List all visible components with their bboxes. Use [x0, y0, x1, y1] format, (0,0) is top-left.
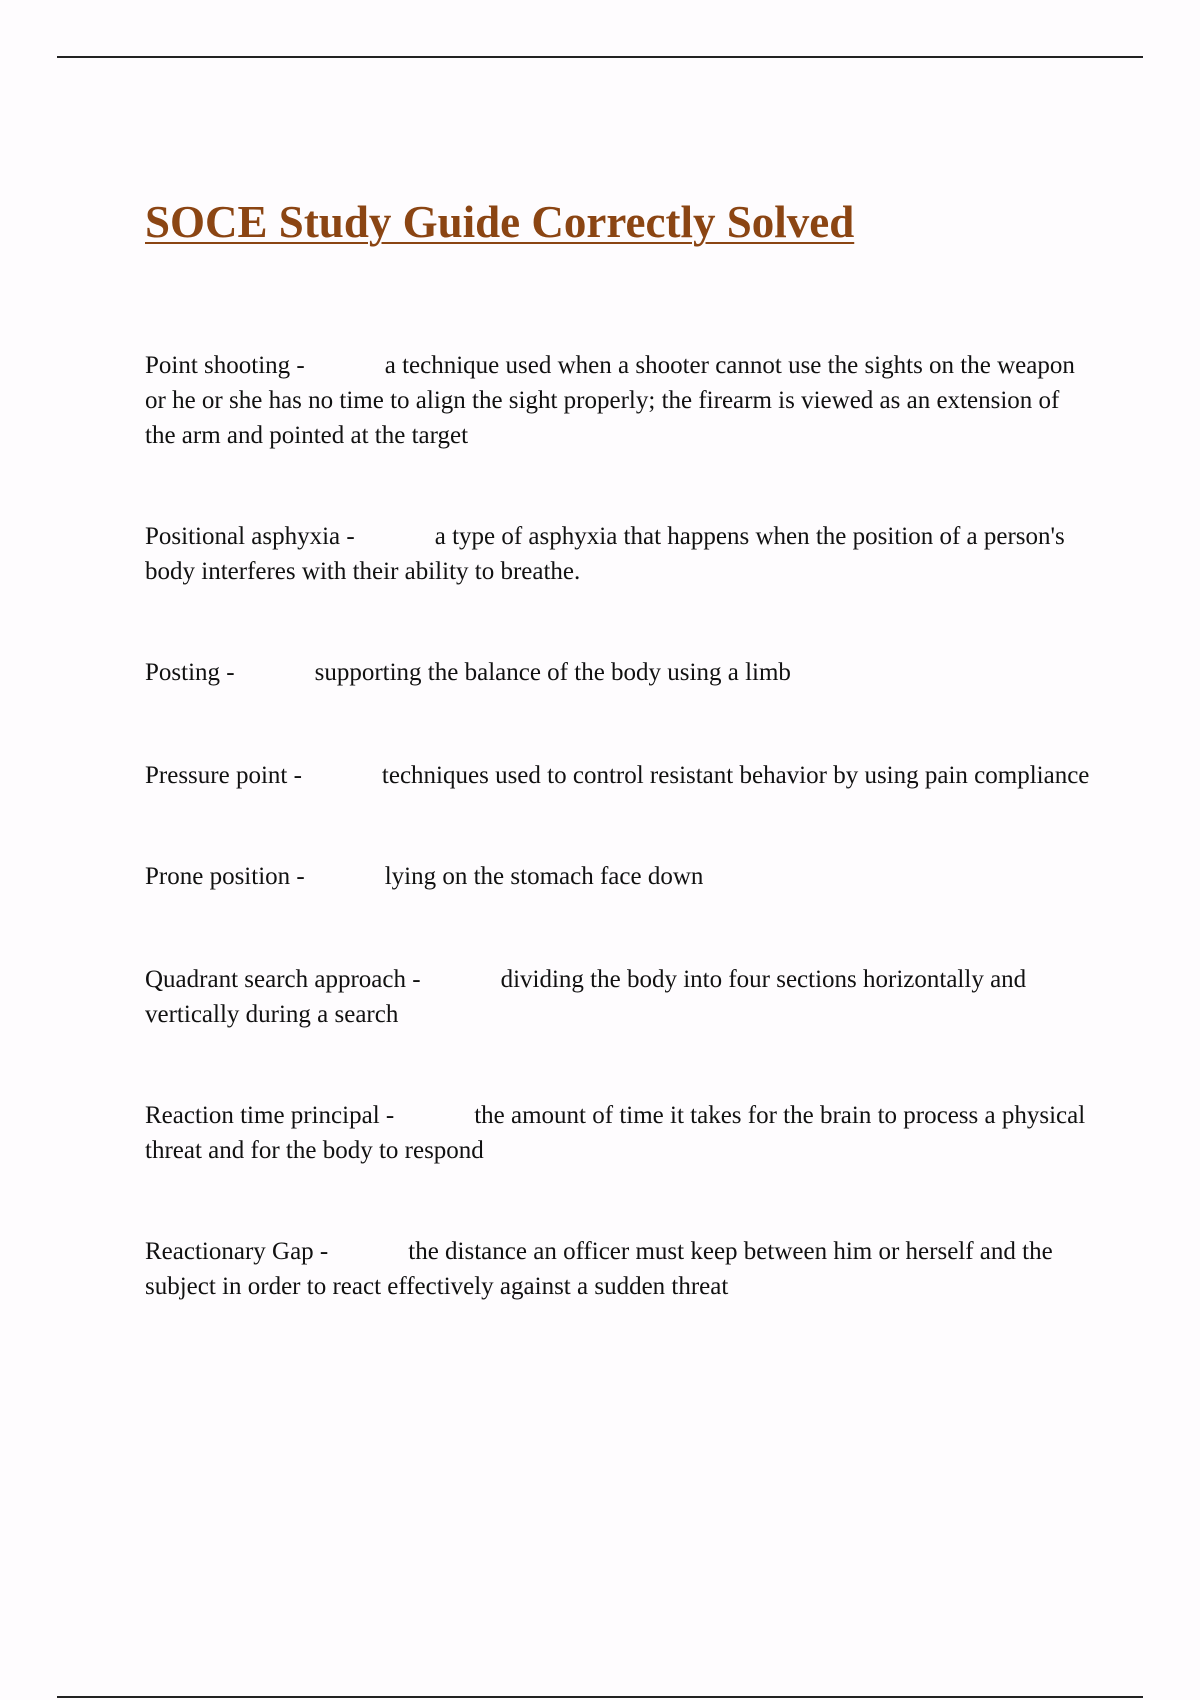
- entry-term: Prone position -: [145, 863, 305, 890]
- glossary-entry: [145, 859, 1095, 894]
- entry-term: Reactionary Gap -: [145, 1238, 329, 1265]
- entry-definition: a technique used when a shooter cannot use the sights on the weapon or he or she has no time to align the sight properly; the firearm is viewed as an extension of the arm and pointed at the target: [145, 352, 1075, 449]
- entry-definition: a type of asphyxia that happens when the position of a person's body interferes with their ability to breathe.: [145, 523, 1065, 585]
- entry-definition: lying on the stomach face down: [384, 863, 704, 890]
- glossary-entry: [145, 758, 1095, 793]
- entry-definition: techniques used to control resistant behavior by using pain compliance: [381, 762, 1090, 789]
- glossary-entry: [145, 962, 1095, 1032]
- top-rule: [57, 56, 1143, 58]
- entry-definition: dividing the body into four sections horizontally and vertically during a search: [145, 966, 1027, 1028]
- bottom-rule: [57, 1696, 1143, 1698]
- glossary-entry: [145, 1098, 1095, 1168]
- entry-term: Reaction time principal -: [145, 1102, 395, 1129]
- glossary-entry: [145, 519, 1095, 589]
- glossary-entry: [145, 348, 1095, 453]
- entry-term: Quadrant search approach -: [145, 966, 421, 993]
- glossary-entry: [145, 1234, 1095, 1304]
- entry-term: Pressure point -: [145, 762, 302, 789]
- entry-term: Positional asphyxia -: [145, 523, 355, 550]
- entry-definition: the distance an officer must keep between him or herself and the subject in order to react effectively against a sudden threat: [145, 1238, 1053, 1300]
- page-title: SOCE Study Guide Correctly Solved: [145, 197, 855, 247]
- glossary-entry: [145, 655, 1095, 690]
- entry-definition: the amount of time it takes for the brain to process a physical threat and for the body to respond: [145, 1102, 1086, 1164]
- entry-definition: supporting the balance of the body using a limb: [314, 659, 791, 686]
- entry-term: Point shooting -: [145, 352, 305, 379]
- entry-term: Posting -: [145, 659, 235, 686]
- glossary-list: [145, 348, 1095, 1304]
